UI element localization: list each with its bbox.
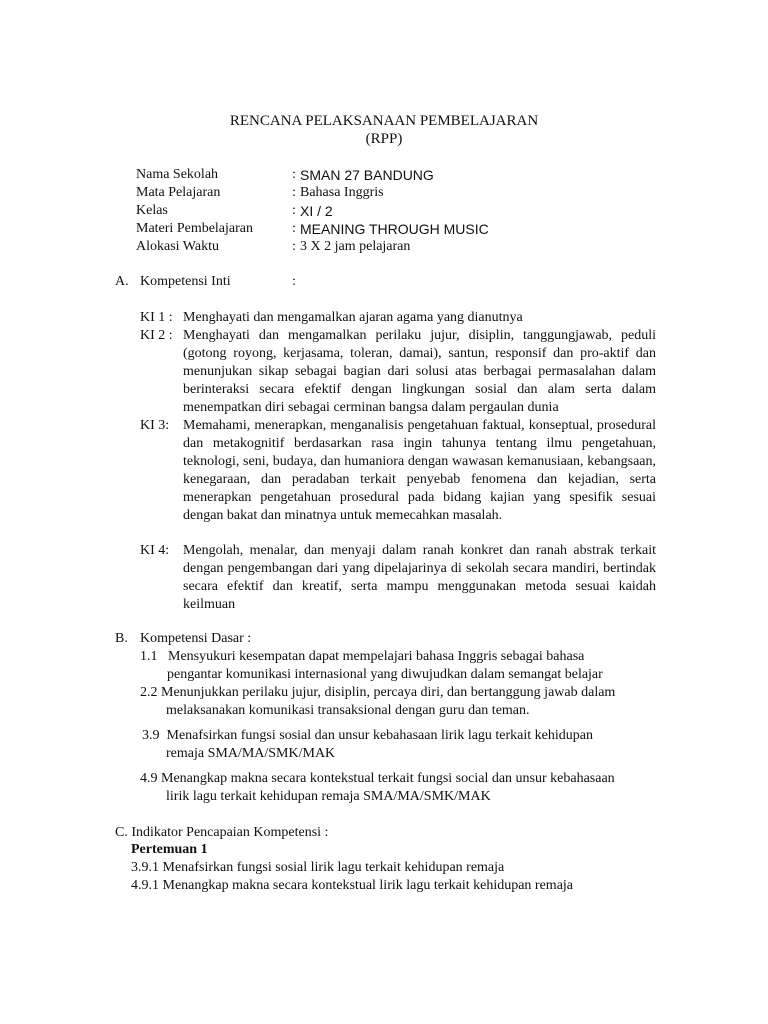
identity-label: Mata Pelajaran xyxy=(136,185,221,200)
ki-4-text: Mengolah, menalar, dan menyaji dalam ranah konkret dan ranah abstrak terkait dengan pengembangan dari yang dipelajarinya di sekolah secara mandiri, bertindak secara efektif dan kreatif, serta mampu menggunakan metoda sesuai kaidah keilmuan xyxy=(183,543,656,612)
ki-2-code: KI 2 : xyxy=(140,328,173,343)
ki-3-text: Memahami, menerapkan, menganalisis pengetahuan faktual, konseptual, prosedural dan metakognitif berdasarkan rasa ingin tahunya tentang ilmu pengetahuan, teknologi, seni, budaya, dan humaniora dengan wawasan kemanusiaan, kebangsaan, kenegaraan, dan peradaban terkait penyebab fenomena dan kejadian, serta menerapkan pengetahuan prosedural pada bidang kajian yang spesifik sesuai dengan bakat dan minatnya untuk memecahkan masalah. xyxy=(183,418,656,523)
identity-label: Nama Sekolah xyxy=(136,167,219,182)
section-a-heading: Kompetensi Inti xyxy=(140,274,231,289)
identity-separator: : xyxy=(292,203,296,218)
ki-1-text: Menghayati dan mengamalkan ajaran agama yang dianutnya xyxy=(183,310,523,325)
identity-separator: : xyxy=(292,239,296,254)
identity-label: Kelas xyxy=(136,203,168,218)
document-title: RENCANA PELAKSANAAN PEMBELAJARAN xyxy=(229,113,539,129)
kd-text: Mensyukuri kesempatan dapat mempelajari bahasa Inggris sebagai bahasa xyxy=(168,649,585,664)
indicator-item: 4.9.1 Menangkap makna secara kontekstual lirik lagu terkait kehidupan remaja xyxy=(131,878,574,893)
identity-value: SMAN 27 BANDUNG xyxy=(300,167,434,183)
kd-number: 4.9 xyxy=(140,771,158,786)
kd-item xyxy=(142,727,658,763)
identity-value: Bahasa Inggris xyxy=(300,185,384,200)
meeting-label: Pertemuan 1 xyxy=(131,842,208,857)
kd-text-continued: melaksanakan komunikasi transaksional dengan guru dan teman. xyxy=(166,703,530,718)
kd-item xyxy=(140,770,656,806)
indicator-item: 3.9.1 Menafsirkan fungsi sosial lirik lagu terkait kehidupan remaja xyxy=(131,860,505,875)
section-c-heading: C. Indikator Pencapaian Kompetensi : xyxy=(115,825,329,840)
identity-value: MEANING THROUGH MUSIC xyxy=(300,221,489,237)
document-subtitle: (RPP) xyxy=(365,131,403,147)
kd-number: 2.2 xyxy=(140,685,158,700)
section-b-letter: B. xyxy=(115,631,128,646)
kd-item xyxy=(140,648,656,684)
section-b-heading: Kompetensi Dasar : xyxy=(140,631,252,646)
ki-3-code: KI 3: xyxy=(140,418,170,433)
kd-number: 1.1 xyxy=(140,649,158,664)
kd-text: Menafsirkan fungsi sosial dan unsur kebahasaan lirik lagu terkait kehidupan xyxy=(166,728,593,743)
kd-text-continued: lirik lagu terkait kehidupan remaja SMA/MA/SMK/MAK xyxy=(166,789,491,804)
kd-text-continued: remaja SMA/MA/SMK/MAK xyxy=(166,746,336,761)
ki-1-code: KI 1 : xyxy=(140,310,173,325)
identity-value: XI / 2 xyxy=(300,203,333,219)
section-a-colon: : xyxy=(292,274,296,289)
section-a-letter: A. xyxy=(115,274,129,289)
identity-label: Materi Pembelajaran xyxy=(136,221,254,236)
identity-separator: : xyxy=(292,185,296,200)
ki-4-code: KI 4: xyxy=(140,543,170,558)
identity-separator: : xyxy=(292,221,296,236)
kd-text-continued: pengantar komunikasi internasional yang diwujudkan dalam semangat belajar xyxy=(167,667,603,682)
kd-text: Menangkap makna secara kontekstual terkait fungsi social dan unsur kebahasaan xyxy=(161,771,615,786)
identity-separator: : xyxy=(292,167,296,182)
kd-item xyxy=(140,684,656,720)
identity-value: 3 X 2 jam pelajaran xyxy=(300,239,411,254)
ki-2-text: Menghayati dan mengamalkan perilaku jujur, disiplin, tanggungjawab, peduli (gotong royong, kerjasama, toleran, damai), santun, responsif dan pro-aktif dan menunjukan sikap sebagai bagian dari solusi atas berbagai permasalahan dalam berinteraksi secara efektif dengan lingkungan sosial dan alam serta dalam menempatkan diri sebagai cerminan bangsa dalam pergaulan dunia xyxy=(183,328,656,415)
identity-label: Alokasi Waktu xyxy=(136,239,219,254)
kd-number: 3.9 xyxy=(142,728,160,743)
kd-text: Menunjukkan perilaku jujur, disiplin, percaya diri, dan bertanggung jawab dalam xyxy=(161,685,616,700)
